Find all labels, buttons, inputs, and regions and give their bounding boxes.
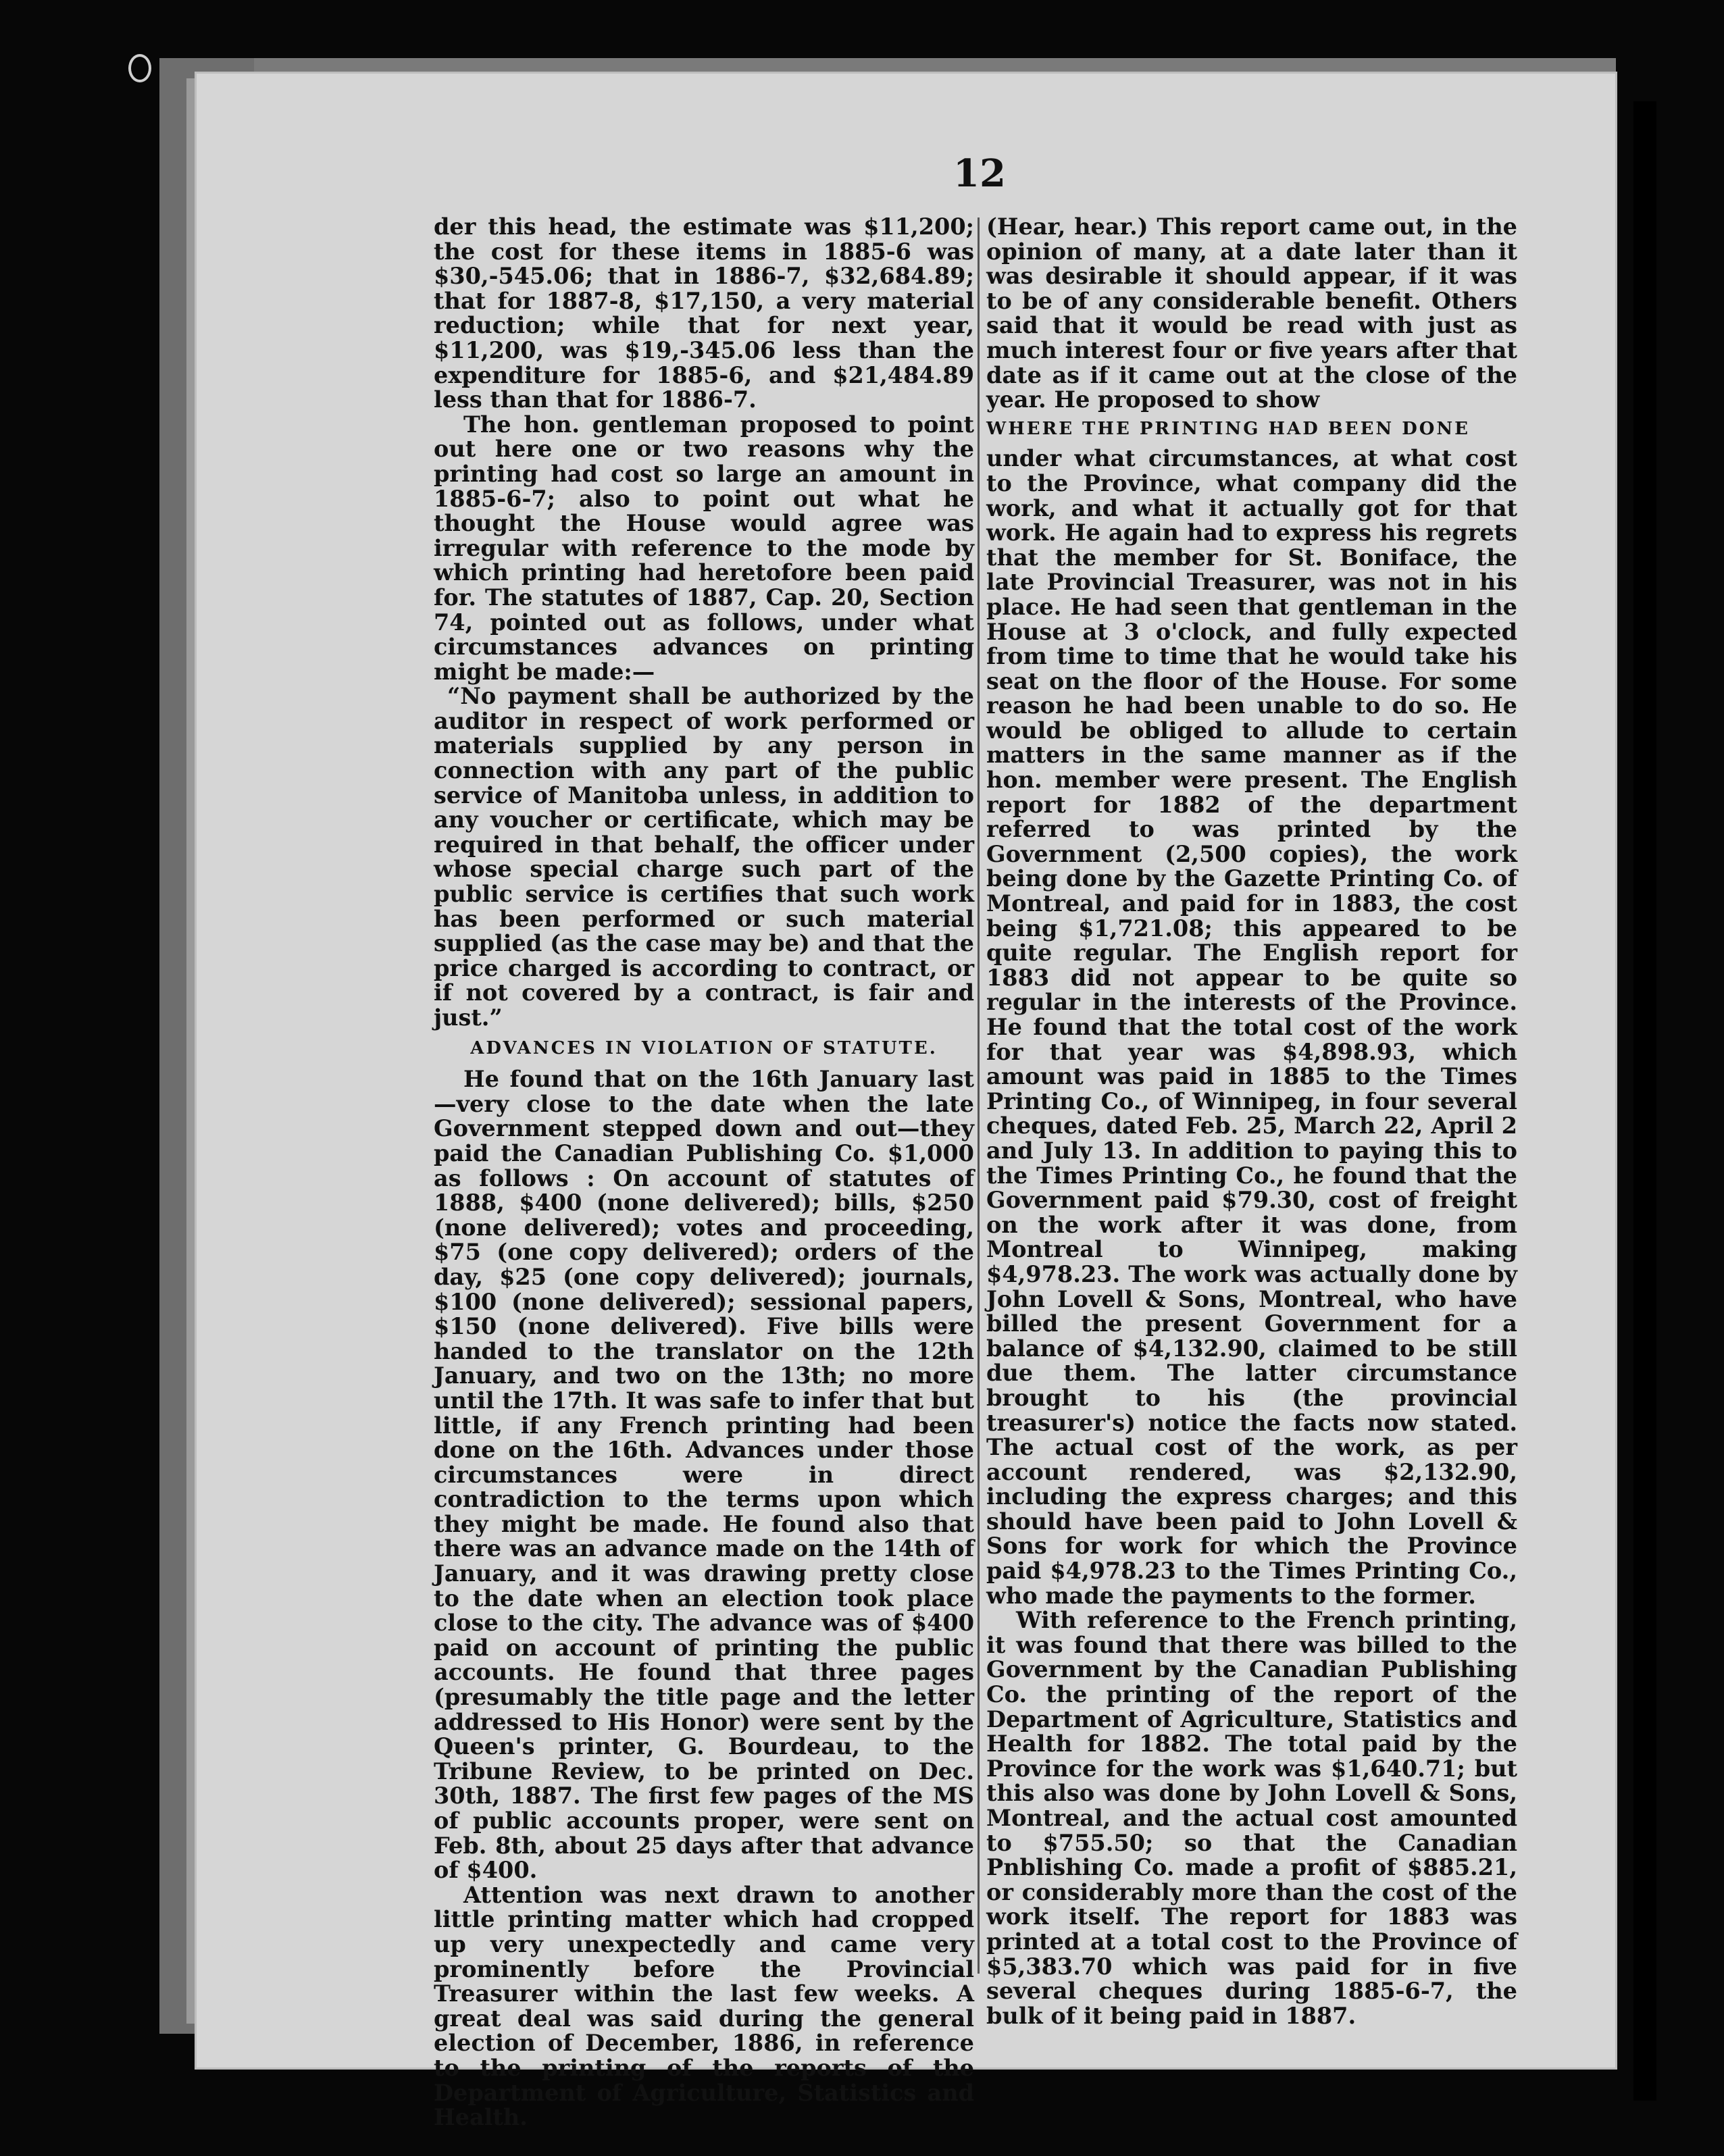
- page-number: 12: [953, 151, 1006, 196]
- right-paragraph-2: under what circumstances, at what cost to the Province, what company did the work, and what it actually got for that work. He again had to express his regrets that the member for St. Boniface, the late Provincial Treasurer, was not in his place. He had seen that gentleman in the House at 3 o'clock, and fully expected from time to time that he would take his seat on the floor of the House. For some reason he had been unable to do so. He would be obliged to allude to certain matters in the same manner as if the hon. member were present. The English report for 1882 of the department referred to was printed by the Government (2,500 copies), the work being done by the Gazette Printing Co. of Montreal, and paid for in 1883, the cost being $1,721.08; this appeared to be quite regular. The English report for 1883 did not appear to be quite so regular in the interests of the Province. He found that the total cost of the work for that year was $4,898.93, which amount was paid in 1885 to the Times Printing Co., of Winnipeg, in four several cheques, dated Feb. 25, March 22, April 2 and July 13. In addition to paying this to the Times Printing Co., he found that the Government paid $79.30, cost of freight on the work after it was done, from Montreal to Winnipeg, making $4,978.23. The work was actually done by John Lovell & Sons, Montreal, who have billed the present Government for a balance of $4,132.90, claimed to be still due them. The latter circumstance brought to his (the provincial treasurer's) notice the facts now stated. The actual cost of the work, as per account rendered, was $2,132.90, including the express charges; and this should have been paid to John Lovell & Sons for work for which the Province paid $4,978.23 to the Times Printing Co., who made the payments to the former.: [986, 445, 1517, 1609]
- left-text-column: [434, 215, 974, 2130]
- left-paragraph-3: He found that on the 16th January last —very close to the date when the late Government stepped down and out—they paid the Canadian Publishing Co. $1,000 as follows : On account of statutes of 1888, $400 (none delivered); bills, $250 (none delivered); votes and proceeding, $75 (one copy delivered); orders of the day, $25 (one copy delivered); journals, $100 (none delivered); sessional papers, $150 (none delivered). Five bills were handed to the translator on the 12th January, and two on the 13th; no more until the 17th. It was safe to infer that but little, if any French printing had been done on the 16th. Advances under those circumstances were in direct contradiction to the terms upon which they might be made. He found also that there was an advance made on the 14th of January, and it was drawing pretty close to the date when an election took place close to the city. The advance was of $400 paid on account of printing the public accounts. He found that three pages (presumably the title page and the letter addressed to His Honor) were sent by the Queen's printer, G. Bourdeau, to the Tribune Review, to be printed on Dec. 30th, 1887. The first few pages of the MS of public accounts proper, were sent on Feb. 8th, about 25 days after that advance of $400.: [434, 1066, 974, 1884]
- right-binding-shadow: [1633, 101, 1656, 2101]
- statute-quotation: “No payment shall be authorized by the auditor in respect of work performed or materials supplied by any person in connection with any part of the public service of Manitoba unless, in addition to any voucher or certificate, which may be required in that behalf, the officer under whose special charge such part of the public service is certifies that such work has been performed or such material supplied (as the case may be) and that the price charged is according to contract, or if not covered by a contract, is fair and just.”: [434, 683, 974, 1031]
- right-text-column: [986, 215, 1517, 2028]
- left-paragraph-2: The hon. gentleman proposed to point out here one or two reasons why the printing had cost so large an amount in 1885-6-7; also to point out what he thought the House would agree was irregular with reference to the mode by which printing had heretofore been paid for. The statutes of 1887, Cap. 20, Section 74, pointed out as follows, under what circumstances advances on printing might be made:—: [434, 411, 974, 685]
- column-divider: [978, 217, 980, 1974]
- right-paragraph-1: (Hear, hear.) This report came out, in the opinion of many, at a date later than it was desirable it should appear, if it was to be of any considerable benefit. Others said that it would be read with just as much interest four or five years after that date as if it came out at the close of the year. He proposed to show: [986, 213, 1517, 413]
- section-heading-printing: WHERE THE PRINTING HAD BEEN DONE: [986, 418, 1471, 439]
- film-corner-mark: [128, 54, 151, 82]
- right-paragraph-3: With reference to the French printing, it was found that there was billed to the Government by the Canadian Publishing Co. the printing of the report of the Department of Agriculture, Statistics and Health for 1882. The total paid by the Province for the work was $1,640.71; but this also was done by John Lovell & Sons, Montreal, and the actual cost amounted to $755.50; so that the Canadian Pnblishing Co. made a profit of $885.21, or considerably more than the cost of the work itself. The report for 1883 was printed at a total cost to the Province of $5,383.70 which was paid for in five several cheques during 1885-6-7, the bulk of it being paid in 1887.: [986, 1607, 1517, 2029]
- left-paragraph-4: Attention was next drawn to another little printing matter which had cropped up very unexpectedly and came very prominently before the Provincial Treasurer within the last few weeks. A great deal was said during the general election of December, 1886, in reference to the printing of the reports of the Department of Agriculture, Statistics and Health.: [434, 1881, 974, 2131]
- left-paragraph-1: der this head, the estimate was $11,200; the cost for these items in 1885-6 was $30,-545.06; that in 1886-7, $32,684.89; that for 1887-8, $17,150, a very material reduction; while that for next year, $11,200, was $19,-345.06 less than the expenditure for 1885-6, and $21,484.89 less than that for 1886-7.: [434, 213, 974, 413]
- section-heading-advances: ADVANCES IN VIOLATION OF STATUTE.: [470, 1037, 938, 1058]
